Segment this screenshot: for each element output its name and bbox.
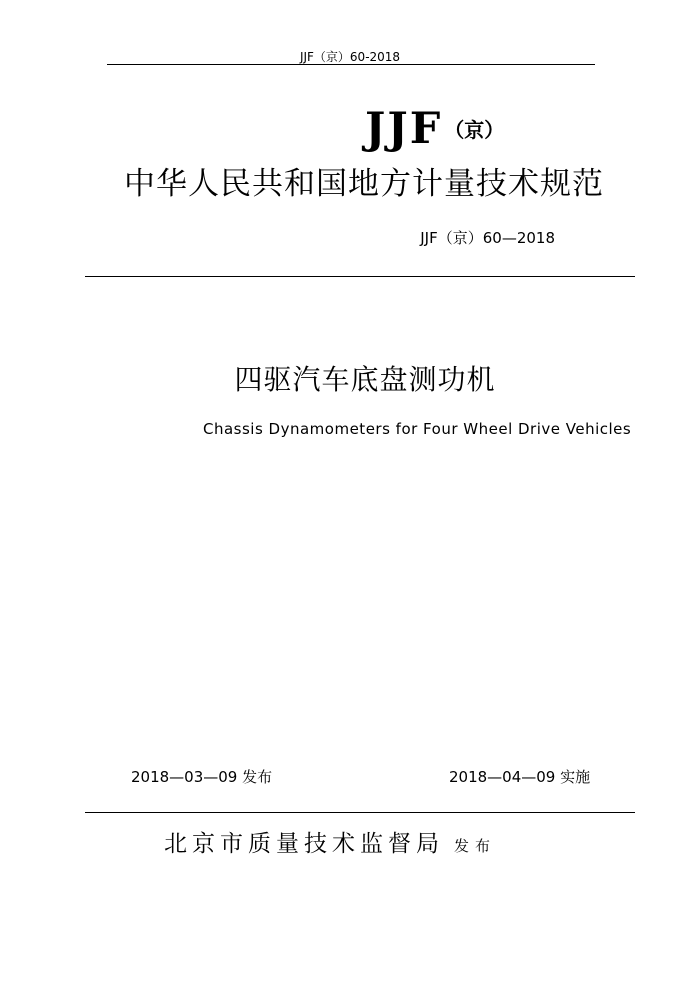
jjf-logo-block [365,104,504,154]
document-title-english: Chassis Dynamometers for Four Wheel Drive Vehicles [203,420,632,438]
issuer-name: 北京市质量技术监督局 [164,831,444,857]
footer-divider [85,812,635,813]
header-document-code: JJF（京）60-2018 [299,50,401,64]
jjf-logo: JJF [365,104,443,154]
document-title-chinese: 四驱汽车底盘测功机 [234,363,496,396]
issuer-block [164,825,496,858]
document-number: JJF（京）60—2018 [420,229,555,247]
issuer-suffix: 发布 [454,837,497,855]
issue-date: 2018—03—09 发布 [131,768,273,786]
implementation-date: 2018—04—09 实施 [449,768,591,786]
masthead-divider [85,276,635,277]
header-divider [107,64,595,65]
specification-category-title: 中华人民共和国地方计量技术规范 [124,166,604,202]
jjf-region: （京） [444,118,505,142]
